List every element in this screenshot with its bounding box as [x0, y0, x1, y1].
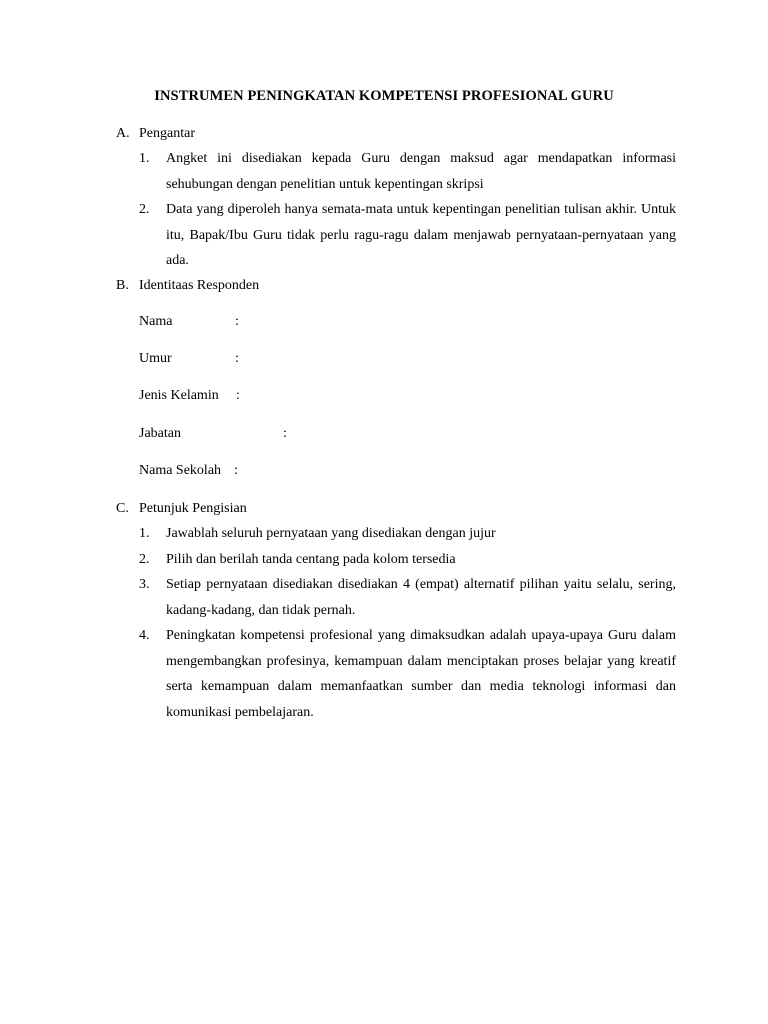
field-nama — [139, 312, 239, 332]
field-jabatan — [139, 424, 287, 444]
field-umur — [139, 349, 239, 369]
field-label: Jabatan — [139, 426, 181, 441]
section-petunjuk — [116, 496, 676, 725]
list-item-number: 2. — [139, 202, 150, 217]
list-item-text: Pilih dan berilah tanda centang pada kolom tersedia — [166, 551, 456, 567]
field-label: Nama Sekolah — [139, 463, 222, 478]
field-colon: : — [236, 388, 240, 403]
list-item — [139, 197, 676, 274]
section-heading — [116, 496, 676, 521]
petunjuk-list — [116, 521, 676, 725]
field-colon: : — [234, 463, 238, 478]
list-item-number: 2. — [139, 551, 150, 567]
list-item — [139, 146, 676, 197]
section-pengantar — [116, 121, 676, 274]
field-label: Jenis Kelamin — [139, 388, 219, 403]
list-item-number: 1. — [139, 526, 150, 541]
section-identitas — [116, 273, 676, 298]
pengantar-list — [116, 146, 676, 274]
document-title: INSTRUMEN PENINGKATAN KOMPETENSI PROFESIONAL GURU — [154, 88, 614, 104]
list-item — [139, 521, 676, 547]
field-label: Nama — [139, 314, 173, 329]
list-item-text: Setiap pernyataan disediakan disediakan 4 (empat) alternatif pilihan yaitu selalu, sering, kadang-kadang, dan tidak pernah. — [166, 577, 676, 618]
list-item — [139, 623, 676, 725]
list-item-text: Peningkatan kompetensi profesional yang dimaksudkan adalah upaya-upaya Guru dalam mengembangkan profesinya, kemampuan dalam menciptakan proses belajar yang kreatif serta kemampuan dalam memanfaatkan sumber dan media teknologi informasi dan komunikasi pembelajaran. — [166, 628, 676, 720]
list-item-number: 3. — [139, 577, 150, 592]
section-heading — [116, 273, 676, 298]
list-item-number: 4. — [139, 628, 150, 643]
section-letter: B. — [116, 278, 129, 293]
section-letter: C. — [116, 501, 129, 516]
list-item-text: Data yang diperoleh hanya semata-mata untuk kepentingan penelitian tulisan akhir. Untuk itu, Bapak/Ibu Guru tidak perlu ragu-ragu dalam menjawab pernyataan-pernyataan yang ada. — [166, 202, 676, 268]
list-item-text: Jawablah seluruh pernyataan yang disediakan dengan jujur — [166, 526, 496, 541]
field-label: Umur — [139, 351, 172, 366]
section-heading — [116, 121, 676, 146]
section-title: Identitaas Responden — [139, 278, 260, 293]
section-letter: A. — [116, 126, 130, 141]
section-title: Petunjuk Pengisian — [139, 501, 247, 516]
section-title: Pengantar — [139, 126, 195, 141]
field-jenis-kelamin — [139, 386, 240, 406]
list-item-number: 1. — [139, 151, 150, 166]
field-nama-sekolah — [139, 461, 238, 481]
field-colon: : — [235, 351, 239, 366]
field-colon: : — [235, 314, 239, 329]
list-item-text: Angket ini disediakan kepada Guru dengan maksud agar mendapatkan informasi sehubungan dengan penelitian untuk kepentingan skripsi — [166, 151, 676, 192]
list-item — [139, 572, 676, 623]
field-colon: : — [283, 426, 287, 441]
list-item — [139, 547, 676, 573]
